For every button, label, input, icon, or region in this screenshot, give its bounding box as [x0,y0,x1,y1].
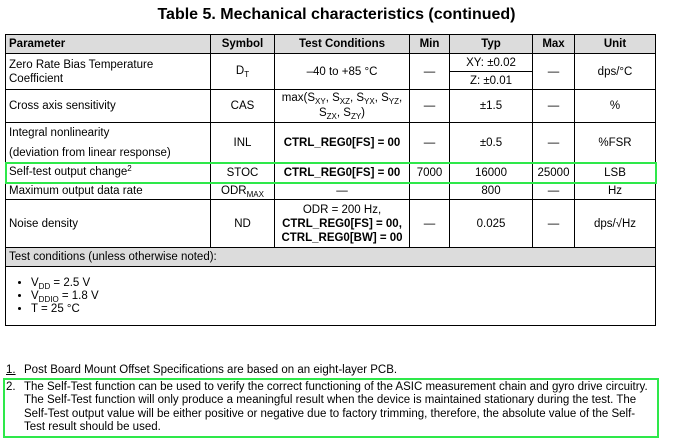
header-max: Max [533,35,575,54]
table-row [6,90,656,123]
min-cell: — [410,90,450,123]
table-row [6,200,656,248]
list-item: • $V_{DD} = 2.5$ V [31,277,652,290]
typ-cell: 16000 [450,163,533,183]
footnote-2 [6,381,656,435]
footnotes [6,364,656,435]
param-line: (deviation from linear response) [9,146,171,159]
param-line: Integral nonlinearity [9,126,110,139]
typ-cell: Z: ±0.01 [450,72,533,90]
param-cell: Maximum output data rate [6,183,211,200]
cond-cell: — [275,183,410,200]
list-item: • $V_{DDIO} = 1.8$ V [31,290,652,303]
param-cell [6,123,211,163]
unit-cell: dps/°C [575,54,656,90]
max-cell: — [533,90,575,123]
header-row [6,35,656,54]
header-parameter: Parameter [6,35,211,54]
param-text: Self-test output change [9,166,128,178]
param-cell: Noise density [6,200,211,248]
cond-cell: $\max(S_{XY}$, $S_{XZ}$, $S_{YX}$, $S_{YZ}$, $S_{ZX}$, $S_{ZY}$) [275,90,410,123]
test-conditions-body-row [6,267,656,326]
symbol-cell: $D_T$ [211,54,275,90]
min-cell: — [410,123,450,163]
unit-cell: LSB [575,163,656,183]
header-test-conditions: Test Conditions [275,35,410,54]
min-cell: — [410,200,450,248]
footnote-1 [6,364,656,378]
unit-cell: %FSR [575,123,656,163]
symbol-cell: INL [211,123,275,163]
cond-line: CTRL_REG0[BW] = 00 [281,231,403,244]
symbol-cell: CAS [211,90,275,123]
footnote-ref: 2 [127,164,132,173]
min-cell: — [410,54,450,90]
test-conditions-list [9,277,652,316]
header-unit: Unit [575,35,656,54]
test-conditions-cell [6,267,656,326]
unit-cell: Hz [575,183,656,200]
typ-cell: ±1.5 [450,90,533,123]
test-conditions-header-row [6,248,656,267]
cond-cell: CTRL_REG0[FS] = 00 [275,163,410,183]
table-title: Table 5. Mechanical characteristics (continued) [157,6,516,23]
min-cell [410,183,450,200]
cond-cell: –40 to +85 °C [275,54,410,90]
header-typ: Typ [450,35,533,54]
list-item: • T = 25 °C [31,303,652,316]
param-cell: Zero Rate Bias Temperature Coefficient [6,54,211,90]
typ-cell: ±0.5 [450,123,533,163]
cond-line: ODR = 200 Hz, [302,203,382,216]
table-row-self-test [6,163,656,183]
min-cell: 7000 [410,163,450,183]
mechanical-characteristics-table [5,34,656,326]
typ-cell: 800 [450,183,533,200]
param-cell: Cross axis sensitivity [6,90,211,123]
cond-cell: CTRL_REG0[FS] = 00 [275,123,410,163]
footnote-number: 1. [6,364,16,376]
max-cell: — [533,183,575,200]
param-cell [6,163,211,183]
typ-cell: 0.025 [450,200,533,248]
header-min: Min [410,35,450,54]
table-row [6,54,656,72]
max-cell: — [533,200,575,248]
cond-line: CTRL_REG0[FS] = 00, [282,217,402,230]
symbol-cell: STOC [211,163,275,183]
cond-cell [275,200,410,248]
typ-cell: XY: ±0.02 [450,54,533,72]
header-symbol: Symbol [211,35,275,54]
footnote-text: Post Board Mount Offset Specifications are based on an eight-layer PCB. [24,364,398,376]
test-conditions-heading: Test conditions (unless otherwise noted): [6,248,656,267]
table-row [6,183,656,200]
unit-cell: % [575,90,656,123]
footnote-text: The Self-Test function can be used to verify the correct functioning of the ASIC measurement chain and gyro drive circuitry. The Self-Test function will only produce a meaningful result when the device is maintained stationary during the test. The Self-Test output value will be either positive or negative due to factory trimming, therefore, the absolute value of the Self-Test result should be used. [24,380,648,433]
footnote-number: 2. [6,380,16,393]
max-cell: — [533,123,575,163]
table-row [6,123,656,163]
max-cell: — [533,54,575,90]
symbol-cell: ND [211,200,275,248]
unit-cell: dps/√Hz [575,200,656,248]
max-cell: 25000 [533,163,575,183]
symbol-cell: $ODR_{MAX}$ [211,183,275,200]
